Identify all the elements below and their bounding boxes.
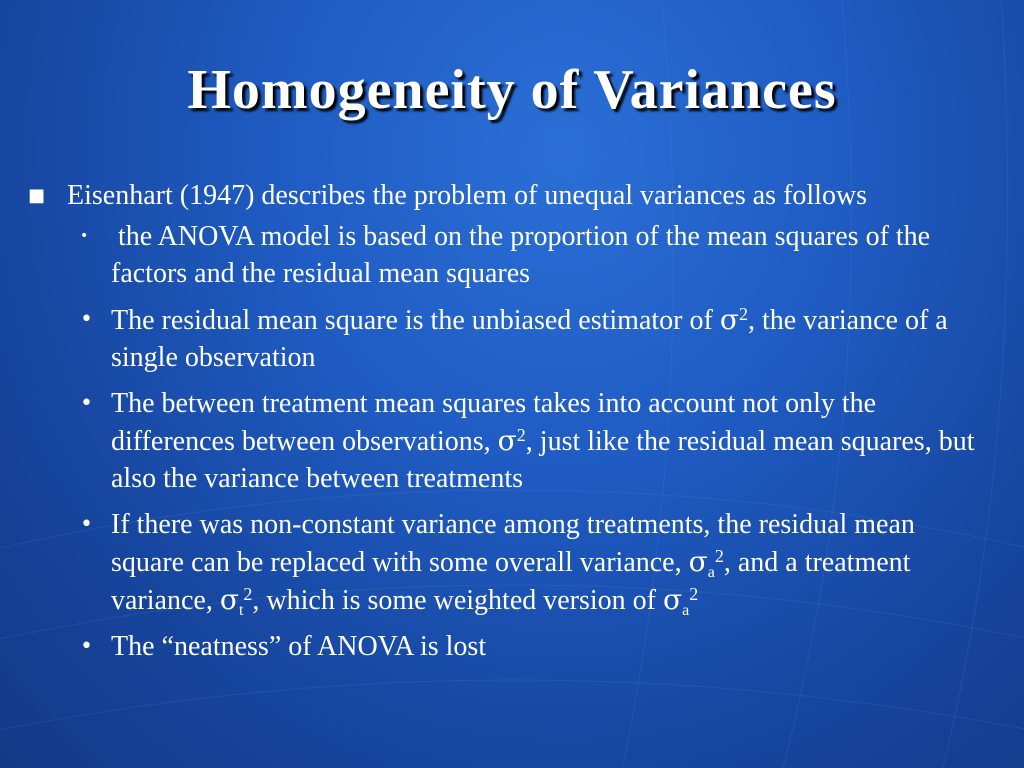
sub-bullet-text-mid: , and a treatment variance, (111, 547, 911, 616)
main-bullet-text: Eisenhart (1947) describes the problem of unequal variances as follows (67, 180, 868, 211)
main-bullet-item (28, 178, 988, 214)
sub-bullet-text-end: , just like the residual mean squares, but also the variance between treatments (111, 426, 975, 494)
dot-bullet-icon: • (80, 307, 93, 332)
superscript: 2 (516, 425, 526, 445)
superscript: 2 (738, 304, 748, 324)
sub-bullet-text-start: The residual mean square is the unbiased estimator of (111, 305, 720, 336)
sigma-symbol: σ (688, 545, 708, 578)
sub-bullet-item (28, 301, 988, 376)
sigma-symbol: σ (219, 583, 239, 616)
sub-bullet-item (28, 628, 988, 665)
sigma-symbol: σ (719, 303, 739, 336)
dot-bullet-icon: • (80, 634, 93, 659)
superscript: 2 (243, 584, 253, 604)
dot-bullet-icon: • (80, 512, 93, 537)
sub-bullet-text-start: The between treatment mean squares takes into account not only the differences between observations, (111, 388, 877, 457)
subscript: a (707, 564, 715, 581)
sub-bullet-text: the ANOVA model is based on the proportion of the mean squares of the factors and the residual mean squares (111, 221, 938, 289)
slide-body (28, 178, 988, 674)
sub-bullet-item (28, 218, 988, 292)
slide-title: Homogeneity of Variances (187, 59, 837, 121)
sub-bullet-text: The “neatness” of ANOVA is lost (111, 631, 487, 662)
dot-bullet-icon: • (80, 391, 93, 416)
sigma-symbol: σ (497, 424, 517, 457)
sub-bullet-text-mid2: , which is some weighted version of (252, 585, 663, 616)
subscript: t (238, 602, 244, 619)
dot-bullet-icon: • (80, 228, 89, 244)
sub-bullet-item (28, 506, 988, 619)
superscript: 2 (689, 584, 699, 604)
superscript: 2 (714, 546, 724, 566)
subscript: a (682, 602, 690, 619)
sub-bullet-text-start: If there was non-constant variance among treatments, the residual mean square can be replaced with some overall variance, (111, 509, 915, 578)
sub-bullet-text-end: , the variance of a single observation (111, 305, 948, 373)
sub-bullet-item (28, 385, 988, 497)
square-bullet-icon: ■ (28, 185, 46, 206)
sigma-symbol: σ (663, 583, 683, 616)
